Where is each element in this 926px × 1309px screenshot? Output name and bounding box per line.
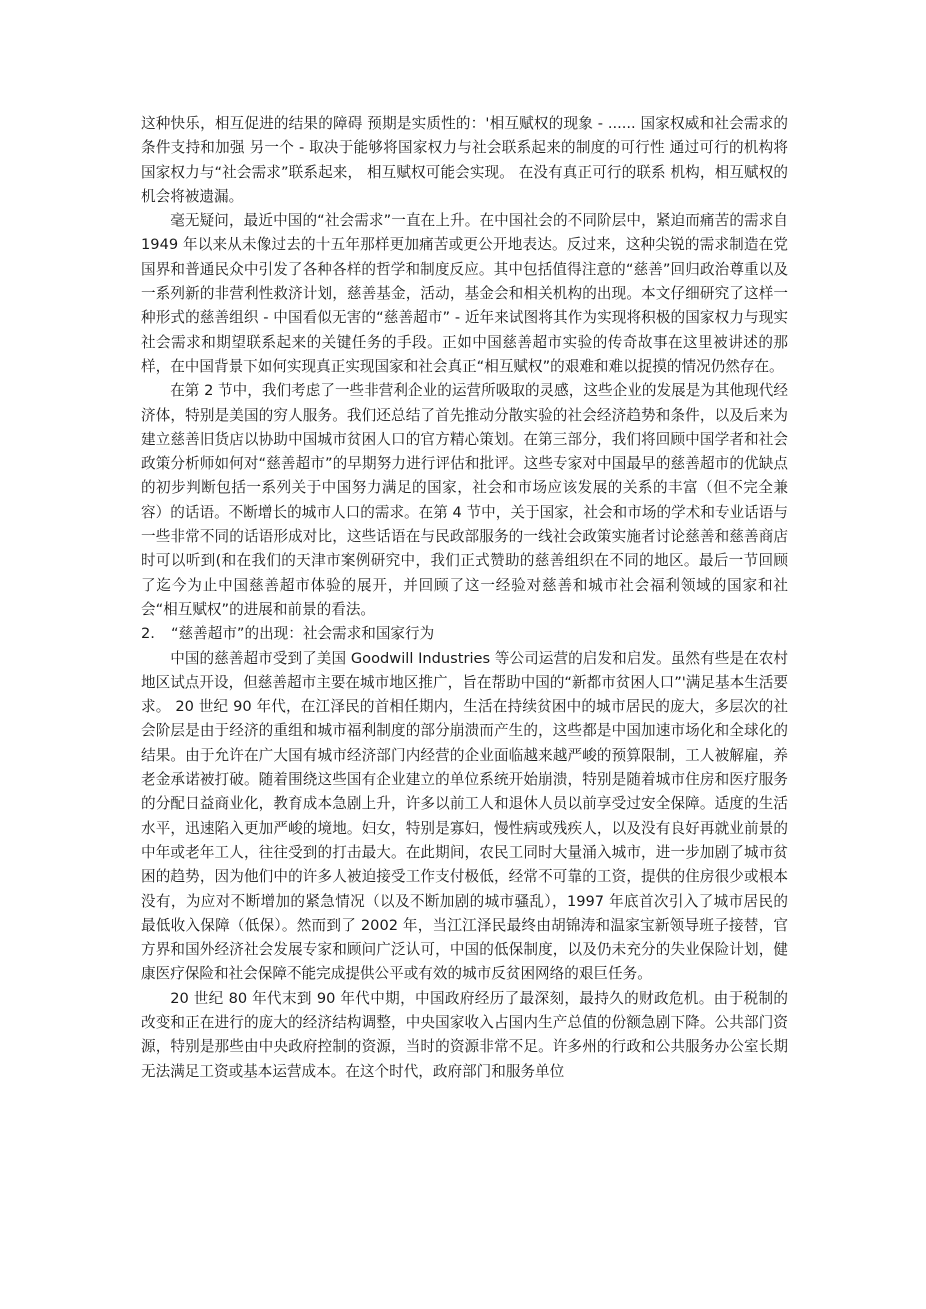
paragraph-2: 毫无疑问，最近中国的“社会需求”一直在上升。在中国社会的不同阶层中，紧迫而痛苦的需求自 1949 年以来从未像过去的十五年那样更加痛苦或更公开地表达。反过来，这种尖锐的需求制造在党国界和普通民众中引发了各种各样的哲学和制度反应。其中包括值得注意的“慈善”回归政治尊重以及一系列新的非营利性救济计划，慈善基金，活动，基金会和相关机构的出现。本文仔细研究了这样一种形式的慈善组织 - 中国看似无害的“慈善超市” - 近年来试图将其作为实现将积极的国家权力与现实社会需求和期望联系起来的关键任务的手段。正如中国慈善超市实验的传奇故事在这里被讲述的那样，在中国背景下如何实现真正实现国家和社会真正“相互赋权”的艰难和难以捉摸的情况仍然存在。 — [141, 212, 789, 375]
paragraph-5: 20 世纪 80 年代末到 90 年代中期，中国政府经历了最深刻，最持久的财政危机。由于税制的改变和正在进行的庞大的经济结构调整，中央国家收入占国内生产总值的份额急剧下降。公共部门资源，特别是那些由中央政府控制的资源，当时的资源非常不足。许多州的行政和公共服务办公室长期无法满足工资或基本运营成本。在这个时代，政府部门和服务单位 — [141, 989, 788, 1080]
paragraph-3: 在第 2 节中，我们考虑了一些非营利企业的运营所吸取的灵感，这些企业的发展是为其他现代经济体，特别是美国的穷人服务。我们还总结了首先推动分散实验的社会经济趋势和条件，以及后来为建立慈善旧货店以协助中国城市贫困人口的官方精心策划。在第三部分，我们将回顾中国学者和社会政策分析师如何对“慈善超市”的早期努力进行评估和批评。这些专家对中国最早的慈善超市的优缺点的初步判断包括一系列关于中国努力满足的国家，社会和市场应该发展的关系的丰富（但不完全兼容）的话语。不断增长的城市人口的需求。在第 4 节中，关于国家，社会和市场的学术和专业话语与一些非常不同的话语形成对比，这些话语在与民政部服务的一线社会政策实施者讨论慈善和慈善商店时可以听到(和在我们的天津市案例研究中，我们正式赞助的慈善组织在不同的地区。最后一节回顾了迄今为止中国慈善超市体验的展开，并回顾了这一经验对慈善和城市社会福利领域的国家和社会“相互赋权”的进展和前景的看法。 — [141, 382, 788, 618]
section-title: “慈善超市”的出现：社会需求和国家行为 — [171, 625, 435, 643]
document-page — [141, 112, 788, 1084]
paragraph-1: 这种快乐，相互促进的结果的障碍 预期是实质性的：'相互赋权的现象 - ...... 国家权威和社会需求的条件支持和加强 另一个 - 取决于能够将国家权力与社会联系起来的制度的可行性 通过可行的机构将国家权力与“社会需求”联系起来， 相互赋权可能会实现。 在没有真正可行的联系 机构，相互赋权的机会将被遗漏。 — [141, 115, 788, 205]
paragraph-4: 中国的慈善超市受到了美国 Goodwill Industries 等公司运营的启发和启发。虽然有些是在农村地区试点开设，但慈善超市主要在城市地区推广，旨在帮助中国的“新都市贫困人口”'满足基本生活要求。 20 世纪 90 年代，在江泽民的首相任期内，生活在持续贫困中的城市居民的庞大，多层次的社会阶层是由于经济的重组和城市福利制度的部分崩溃而产生的，这些都是中国加速市场化和全球化的结果。由于允许在广大国有城市经济部门内经营的企业面临越来越严峻的预算限制，工人被解雇，养老金承诺被打破。随着围绕这些国有企业建立的单位系统开始崩溃，特别是随着城市住房和医疗服务的分配日益商业化，教育成本急剧上升，许多以前工人和退休人员以前享受过安全保障。适度的生活水平，迅速陷入更加严峻的境地。妇女，特别是寡妇，慢性病或残疾人，以及没有良好再就业前景的中年或老年工人，往往受到的打击最大。在此期间，农民工同时大量涌入城市，进一步加剧了城市贫困的趋势，因为他们中的许多人被迫接受工作支付极低，经常不可靠的工资，提供的住房很少或根本没有，为应对不断增加的紧急情况（以及不断加剧的城市骚乱），1997 年底首次引入了城市居民的最低收入保障（低保）。然而到了 2002 年，当江江泽民最终由胡锦涛和温家宝新领导班子接替，官方界和国外经济社会发展专家和顾问广泛认可，中国的低保制度，以及仍未充分的失业保险计划，健康医疗保险和社会保障不能完成提供公平或有效的城市反贫困网络的艰巨任务。 — [141, 649, 788, 983]
section-number: 2. — [141, 625, 155, 643]
section-heading — [141, 622, 788, 646]
